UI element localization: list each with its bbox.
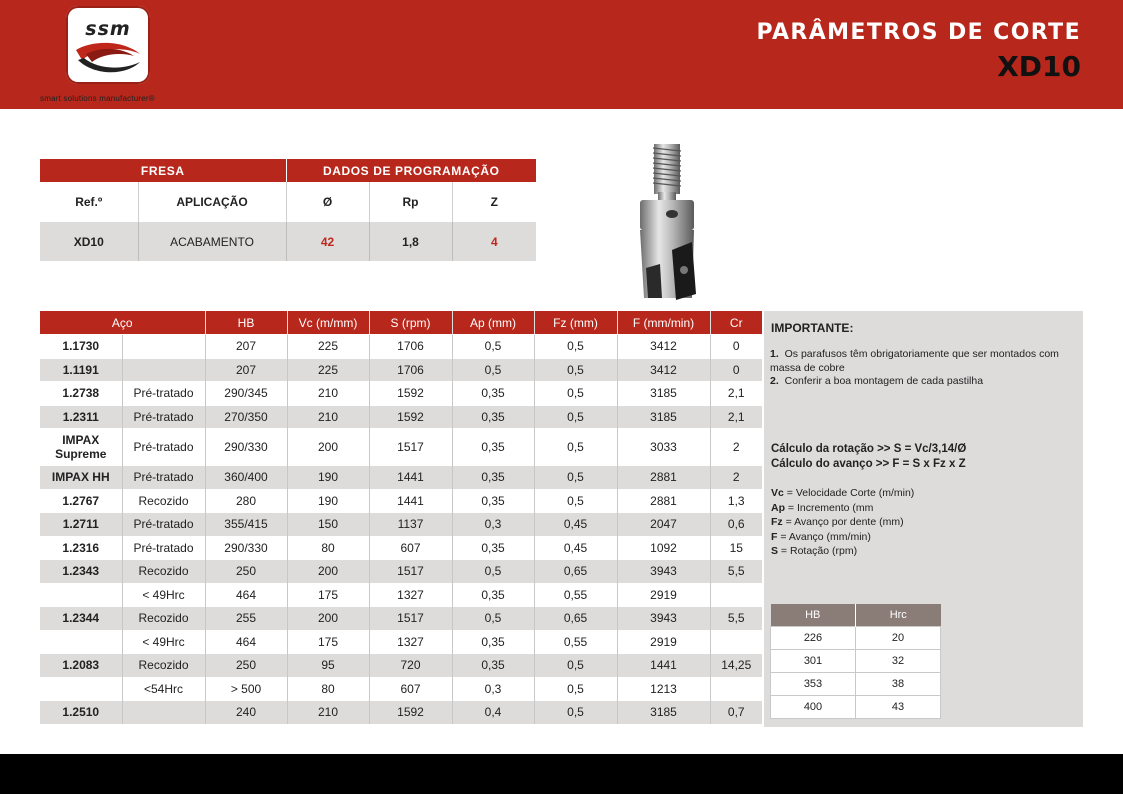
table-cell: 0,65 bbox=[534, 607, 617, 631]
table-cell: 2 bbox=[710, 466, 762, 490]
table-cell: 210 bbox=[287, 701, 369, 724]
table-cell: 226 bbox=[771, 627, 856, 650]
table-cell: 0,5 bbox=[452, 560, 534, 584]
table-cell: 240 bbox=[205, 701, 287, 724]
col-header-ref: Ref.º bbox=[40, 182, 138, 222]
programming-data-header: DADOS DE PROGRAMAÇÃO bbox=[286, 159, 536, 182]
table-cell: 175 bbox=[287, 583, 369, 607]
table-cell: 0 bbox=[710, 358, 762, 382]
table-cell: 0,35 bbox=[452, 654, 534, 678]
steel-cell bbox=[40, 630, 122, 654]
table-cell: 1441 bbox=[617, 654, 710, 678]
table-cell: <54Hrc bbox=[122, 677, 205, 701]
legend bbox=[771, 486, 914, 559]
steel-cell: 1.2343 bbox=[40, 560, 122, 584]
table-cell bbox=[710, 677, 762, 701]
footer-bar bbox=[0, 754, 1123, 794]
steel-cell: 1.2083 bbox=[40, 654, 122, 678]
table-cell: 360/400 bbox=[205, 466, 287, 490]
table-cell bbox=[710, 583, 762, 607]
table-cell bbox=[122, 358, 205, 382]
header-bar bbox=[0, 0, 1123, 109]
table-cell: 0,35 bbox=[452, 382, 534, 406]
table-cell: 0,5 bbox=[452, 607, 534, 631]
table-cell: 0,4 bbox=[452, 701, 534, 724]
table-cell: 225 bbox=[287, 335, 369, 359]
table-cell: 207 bbox=[205, 358, 287, 382]
table-cell: 200 bbox=[287, 607, 369, 631]
table-cell: 2881 bbox=[617, 466, 710, 490]
steel-cell: 1.2711 bbox=[40, 513, 122, 537]
table-cell: 3185 bbox=[617, 382, 710, 406]
table-cell: 225 bbox=[287, 358, 369, 382]
fresa-header: FRESA bbox=[40, 159, 286, 182]
col-header-steel: Aço bbox=[40, 311, 205, 335]
table-cell: 0,5 bbox=[534, 701, 617, 724]
table-cell: 0,5 bbox=[452, 335, 534, 359]
table-cell: 32 bbox=[856, 650, 941, 673]
table-cell: 0,35 bbox=[452, 429, 534, 466]
table-cell: 43 bbox=[856, 696, 941, 719]
table-cell: 2,1 bbox=[710, 405, 762, 429]
table-cell: 3412 bbox=[617, 335, 710, 359]
table-cell: 464 bbox=[205, 583, 287, 607]
table-cell: 2047 bbox=[617, 513, 710, 537]
rotation-formula: Cálculo da rotação >> S = Vc/3,14/Ø bbox=[771, 443, 967, 455]
table-cell: 0,35 bbox=[452, 405, 534, 429]
important-title: IMPORTANTE: bbox=[771, 321, 854, 335]
table-row bbox=[40, 607, 762, 631]
table-cell: 353 bbox=[771, 673, 856, 696]
steel-cell: 1.2738 bbox=[40, 382, 122, 406]
table-row bbox=[40, 654, 762, 678]
steel-cell: IMPAX HH bbox=[40, 466, 122, 490]
table-cell: 38 bbox=[856, 673, 941, 696]
table-cell: 1706 bbox=[369, 358, 452, 382]
table-cell: 0,35 bbox=[452, 630, 534, 654]
table-cell: 1517 bbox=[369, 607, 452, 631]
tool-rp: 1,8 bbox=[369, 222, 452, 261]
table-cell: 0,35 bbox=[452, 466, 534, 490]
table-cell: 0,5 bbox=[534, 654, 617, 678]
company-tagline: smart solutions manufacturer® bbox=[40, 94, 155, 103]
table-cell: 2919 bbox=[617, 583, 710, 607]
steel-cell: 1.2767 bbox=[40, 489, 122, 513]
table-cell: 20 bbox=[856, 627, 941, 650]
table-cell: 80 bbox=[287, 677, 369, 701]
table-cell: 0,55 bbox=[534, 630, 617, 654]
table-cell: 1327 bbox=[369, 630, 452, 654]
logo-text: ssm bbox=[85, 18, 131, 40]
table-row bbox=[40, 466, 762, 490]
steel-cell bbox=[40, 677, 122, 701]
info-panel bbox=[764, 311, 1083, 727]
table-cell: 3943 bbox=[617, 560, 710, 584]
table-cell: 207 bbox=[205, 335, 287, 359]
table-cell: 1441 bbox=[369, 466, 452, 490]
cutting-parameters-table bbox=[40, 311, 762, 724]
milling-cutter-image bbox=[628, 138, 704, 304]
steel-cell: 1.2316 bbox=[40, 536, 122, 560]
legend-fz: Fz = Avanço por dente (mm) bbox=[771, 516, 904, 528]
tool-diameter: 42 bbox=[286, 222, 369, 261]
table-cell: 250 bbox=[205, 654, 287, 678]
table-row bbox=[40, 358, 762, 382]
steel-cell: IMPAX Supreme bbox=[40, 429, 122, 466]
table-cell: Pré-tratado bbox=[122, 513, 205, 537]
steel-cell bbox=[40, 583, 122, 607]
table-cell: Recozido bbox=[122, 560, 205, 584]
table-cell: 0,45 bbox=[534, 513, 617, 537]
table-cell: 3033 bbox=[617, 429, 710, 466]
table-cell: 607 bbox=[369, 677, 452, 701]
table-row bbox=[40, 583, 762, 607]
col-header-rp: Rp bbox=[369, 182, 452, 222]
table-cell: 464 bbox=[205, 630, 287, 654]
table-cell: 1213 bbox=[617, 677, 710, 701]
col-header-vc: Vc (m/mm) bbox=[287, 311, 369, 335]
steel-cell: 1.2311 bbox=[40, 405, 122, 429]
table-cell bbox=[710, 630, 762, 654]
tool-z: 4 bbox=[452, 222, 536, 261]
table-cell: 0,3 bbox=[452, 677, 534, 701]
table-cell: Pré-tratado bbox=[122, 429, 205, 466]
table-cell: 250 bbox=[205, 560, 287, 584]
table-cell: Recozido bbox=[122, 489, 205, 513]
table-cell: 290/330 bbox=[205, 429, 287, 466]
table-cell: 3412 bbox=[617, 358, 710, 382]
table-cell: 0,5 bbox=[534, 489, 617, 513]
formulas bbox=[771, 442, 966, 472]
table-cell: 0,5 bbox=[534, 335, 617, 359]
table-cell: 3185 bbox=[617, 405, 710, 429]
table-cell: 15 bbox=[710, 536, 762, 560]
table-cell: < 49Hrc bbox=[122, 583, 205, 607]
table-row bbox=[40, 429, 762, 466]
table-row bbox=[771, 696, 941, 719]
col-header-fz: Fz (mm) bbox=[534, 311, 617, 335]
table-cell: 0,45 bbox=[534, 536, 617, 560]
page-subtitle: XD10 bbox=[997, 50, 1081, 83]
tool-application: ACABAMENTO bbox=[138, 222, 286, 261]
table-cell: 200 bbox=[287, 560, 369, 584]
table-cell: 210 bbox=[287, 382, 369, 406]
table-cell: Pré-tratado bbox=[122, 466, 205, 490]
col-header-z: Z bbox=[452, 182, 536, 222]
table-cell: 190 bbox=[287, 489, 369, 513]
table-row bbox=[771, 673, 941, 696]
table-cell: 0,35 bbox=[452, 583, 534, 607]
table-cell: 280 bbox=[205, 489, 287, 513]
table-cell: 607 bbox=[369, 536, 452, 560]
table-cell: 0,5 bbox=[534, 429, 617, 466]
table-cell: 1592 bbox=[369, 382, 452, 406]
table-cell: 210 bbox=[287, 405, 369, 429]
col-header-cr: Cr bbox=[710, 311, 762, 335]
col-header-hb: HB bbox=[771, 604, 856, 627]
table-cell: 255 bbox=[205, 607, 287, 631]
table-cell: 1592 bbox=[369, 405, 452, 429]
table-cell: 2 bbox=[710, 429, 762, 466]
table-cell: 0,5 bbox=[452, 358, 534, 382]
table-cell: 0,35 bbox=[452, 536, 534, 560]
col-header-f: F (mm/min) bbox=[617, 311, 710, 335]
table-cell: 1327 bbox=[369, 583, 452, 607]
col-header-hrc: Hrc bbox=[856, 604, 941, 627]
important-notes bbox=[770, 348, 1078, 389]
legend-vc: Vc = Velocidade Corte (m/min) bbox=[771, 487, 915, 499]
table-cell: 0,5 bbox=[534, 358, 617, 382]
table-cell: 1441 bbox=[369, 489, 452, 513]
table-cell: 1706 bbox=[369, 335, 452, 359]
table-cell: 301 bbox=[771, 650, 856, 673]
table-cell: 355/415 bbox=[205, 513, 287, 537]
table-cell: 14,25 bbox=[710, 654, 762, 678]
table-cell: 5,5 bbox=[710, 560, 762, 584]
table-cell: 0,5 bbox=[534, 382, 617, 406]
table-row bbox=[40, 677, 762, 701]
table-cell: Recozido bbox=[122, 607, 205, 631]
table-cell: 2881 bbox=[617, 489, 710, 513]
table-cell: < 49Hrc bbox=[122, 630, 205, 654]
table-cell: 0,55 bbox=[534, 583, 617, 607]
table-row bbox=[771, 627, 941, 650]
table-cell: 290/345 bbox=[205, 382, 287, 406]
steel-cell: 1.1730 bbox=[40, 335, 122, 359]
table-cell: Pré-tratado bbox=[122, 536, 205, 560]
table-cell: 3185 bbox=[617, 701, 710, 724]
table-cell: 0,65 bbox=[534, 560, 617, 584]
company-logo bbox=[66, 6, 150, 84]
col-header-s: S (rpm) bbox=[369, 311, 452, 335]
tool-spec-table bbox=[40, 159, 536, 261]
table-cell: 1,3 bbox=[710, 489, 762, 513]
table-cell: 400 bbox=[771, 696, 856, 719]
table-row bbox=[40, 560, 762, 584]
table-cell: 95 bbox=[287, 654, 369, 678]
col-header-diameter: Ø bbox=[286, 182, 369, 222]
table-cell: 1517 bbox=[369, 560, 452, 584]
table-row bbox=[40, 335, 762, 359]
table-cell: 2,1 bbox=[710, 382, 762, 406]
table-cell: 1137 bbox=[369, 513, 452, 537]
hb-hrc-table bbox=[770, 604, 941, 719]
tool-ref: XD10 bbox=[40, 222, 138, 261]
table-cell: 150 bbox=[287, 513, 369, 537]
table-cell: 1517 bbox=[369, 429, 452, 466]
table-cell bbox=[122, 701, 205, 724]
feed-formula: Cálculo do avanço >> F = S x Fz x Z bbox=[771, 458, 966, 470]
legend-ap: Ap = Incremento (mm bbox=[771, 501, 874, 514]
col-header-application: APLICAÇÃO bbox=[138, 182, 286, 222]
table-cell: 3943 bbox=[617, 607, 710, 631]
page-title: PARÂMETROS DE CORTE bbox=[756, 20, 1081, 45]
table-cell: Pré-tratado bbox=[122, 405, 205, 429]
table-cell: Pré-tratado bbox=[122, 382, 205, 406]
table-cell: 0,5 bbox=[534, 466, 617, 490]
table-row bbox=[40, 513, 762, 537]
table-row bbox=[40, 630, 762, 654]
table-cell: 80 bbox=[287, 536, 369, 560]
logo-swoosh-icon bbox=[72, 36, 144, 80]
table-cell: 0,35 bbox=[452, 489, 534, 513]
table-cell bbox=[122, 335, 205, 359]
table-cell: 0,5 bbox=[534, 405, 617, 429]
col-header-ap: Ap (mm) bbox=[452, 311, 534, 335]
table-cell: 2919 bbox=[617, 630, 710, 654]
col-header-hb: HB bbox=[205, 311, 287, 335]
table-cell: 290/330 bbox=[205, 536, 287, 560]
table-row bbox=[40, 405, 762, 429]
steel-cell: 1.2344 bbox=[40, 607, 122, 631]
table-row bbox=[40, 489, 762, 513]
table-cell: 200 bbox=[287, 429, 369, 466]
table-cell: 175 bbox=[287, 630, 369, 654]
table-row bbox=[40, 701, 762, 724]
note-2: 2. Conferir a boa montagem de cada pastilha bbox=[770, 375, 984, 387]
table-cell: 720 bbox=[369, 654, 452, 678]
table-cell: 1092 bbox=[617, 536, 710, 560]
table-cell: 0 bbox=[710, 335, 762, 359]
table-cell: > 500 bbox=[205, 677, 287, 701]
legend-f: F = Avanço (mm/min) bbox=[771, 530, 871, 543]
legend-s: S = Rotação (rpm) bbox=[771, 545, 858, 557]
steel-cell: 1.2510 bbox=[40, 701, 122, 724]
table-row bbox=[771, 650, 941, 673]
steel-cell: 1.1191 bbox=[40, 358, 122, 382]
table-cell: 190 bbox=[287, 466, 369, 490]
table-cell: 0,3 bbox=[452, 513, 534, 537]
table-cell: 0,6 bbox=[710, 513, 762, 537]
table-cell: 270/350 bbox=[205, 405, 287, 429]
table-cell: 0,7 bbox=[710, 701, 762, 724]
table-row bbox=[40, 536, 762, 560]
table-cell: 1592 bbox=[369, 701, 452, 724]
table-cell: Recozido bbox=[122, 654, 205, 678]
note-1: 1. Os parafusos têm obrigatoriamente que ser montados com massa de cobre bbox=[770, 348, 1059, 374]
table-cell: 0,5 bbox=[534, 677, 617, 701]
table-row bbox=[40, 382, 762, 406]
table-cell: 5,5 bbox=[710, 607, 762, 631]
